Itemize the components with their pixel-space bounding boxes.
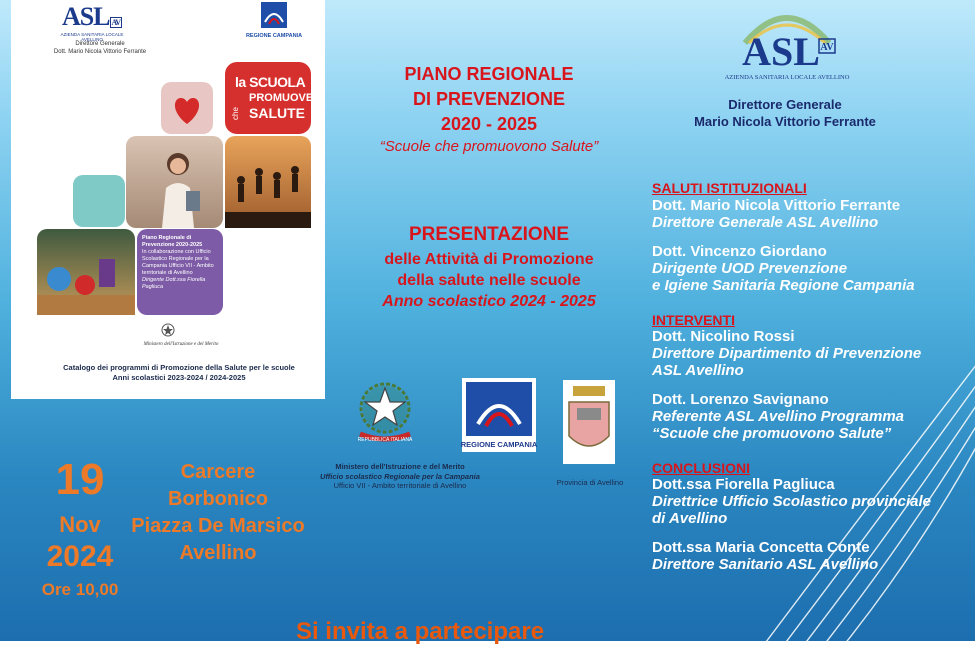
regione-campania-logo: [462, 378, 536, 452]
event-day: 19: [55, 455, 105, 504]
speaker-name: Dott. Nicolino Rossi: [652, 328, 795, 345]
section-heading: INTERVENTI: [652, 312, 735, 328]
poster-director: Direttore Generale Dott. Mario Nicola Vittorio Ferrante: [53, 41, 147, 55]
emblem-text: REPUBBLICA ITALIANA: [357, 437, 413, 443]
speaker-role: Direttore Dipartimento di Prevenzione: [652, 345, 922, 362]
speaker-name: Dott. Vincenzo Giordano: [652, 243, 827, 260]
piano-title: PIANO REGIONALE DI PREVENZIONE 2020 - 2025: [404, 64, 574, 134]
student-photo-tile: [126, 136, 223, 228]
speaker-name: Dott.ssa Fiorella Pagliuca: [652, 476, 835, 493]
speaker-role: di Avellino: [652, 510, 728, 527]
speaker-role: Direttrice Ufficio Scolastico provinciale: [652, 493, 931, 510]
speaker-role: Referente ASL Avellino Programma: [652, 408, 905, 425]
asl-avellino-logo: [724, 3, 850, 87]
svg-text:REGIONE CAMPANIA: REGIONE CAMPANIA: [245, 33, 303, 39]
speaker-name: Dott. Mario Nicola Vittorio Ferrante: [652, 197, 901, 214]
provincia-avellino-crest: [563, 380, 615, 464]
program-list: [652, 180, 972, 573]
apple-globe-photo-tile: [37, 229, 135, 315]
event-time: Ore 10,00: [41, 580, 119, 599]
event-venue: Carcere Borbonico Piazza De Marsico Avellino: [131, 461, 305, 564]
section-heading: CONCLUSIONI: [652, 460, 750, 476]
speaker-role: Direttore Sanitario ASL Avellino: [652, 556, 879, 573]
poster-info-card: Piano Regionale di Prevenzione 2020-2025 In collaborazione con Ufficio Scolastico Regionale per la Campania Ufficio VII - Ambito territoriale di Avellino Dirigente Dott.ssa Fiorella Pagliuca: [137, 229, 223, 315]
speaker-role: Dirigente UOD Prevenzione: [652, 260, 848, 277]
event-year: 2024: [46, 540, 114, 573]
poster-asl-logo: ASL AV AZIENDA SANITARIA LOCALE AVELLINO: [60, 2, 124, 42]
speaker-name: Dott.ssa Maria Concetta Conte: [652, 539, 870, 556]
speaker-name: Dott. Lorenzo Savignano: [652, 391, 829, 408]
section-heading: SALUTI ISTITUZIONALI: [652, 180, 807, 196]
attivita-text: delle Attività di Promozione della salute nelle scuole: [384, 251, 594, 289]
anno-scolastico: Anno scolastico 2024 - 2025: [382, 293, 596, 310]
speaker-role: “Scuole che promuovono Salute”: [652, 425, 892, 442]
jumping-kids-photo-tile: [225, 136, 311, 228]
presentazione-heading: PRESENTAZIONE: [408, 224, 570, 245]
heart-photo-tile: [161, 82, 213, 134]
poster-ministry: Ministero dell'Istruzione e del Merito: [143, 342, 219, 347]
invitation-text: Si invita a partecipare: [295, 618, 545, 645]
poster-catalog-title: Catalogo dei programmi di Promozione della Salute per le scuole Anni scolastici 2023-2024 / 2024-2025: [63, 363, 295, 382]
svg-text:AZIENDA SANITARIA LOCALE AVELL: AZIENDA SANITARIA LOCALE AVELLINO: [724, 74, 850, 81]
ministry-caption: Ministero dell'Istruzione e del Merito Ufficio scolastico Regionale per la Campania Ufficio VII - Ambito territoriale di Avellino: [320, 462, 480, 490]
poster-card: [11, 0, 325, 399]
speaker-role: Direttore Generale ASL Avellino: [652, 214, 879, 231]
poster-regione-logo: [245, 2, 303, 40]
svg-text:ASL: ASL: [742, 29, 820, 74]
right-director: Direttore Generale Mario Nicola Vittorio Ferrante: [694, 97, 876, 129]
speaker-role: e Igiene Sanitaria Regione Campania: [652, 277, 915, 294]
svg-text:REGIONE CAMPANIA: REGIONE CAMPANIA: [460, 440, 538, 449]
speaker-role: ASL Avellino: [652, 362, 744, 379]
poster-title-tile: la SCUOLA che PROMUOVE SALUTE: [225, 62, 311, 134]
teal-tile: [73, 175, 125, 227]
provincia-caption: Provincia di Avellino: [556, 478, 624, 487]
ministry-emblem-icon: [161, 322, 175, 340]
scuole-subtitle: “Scuole che promuovono Salute”: [379, 138, 599, 155]
event-month: Nov: [59, 512, 101, 537]
svg-text:AV: AV: [820, 42, 834, 53]
repubblica-italiana-emblem: [352, 378, 418, 448]
